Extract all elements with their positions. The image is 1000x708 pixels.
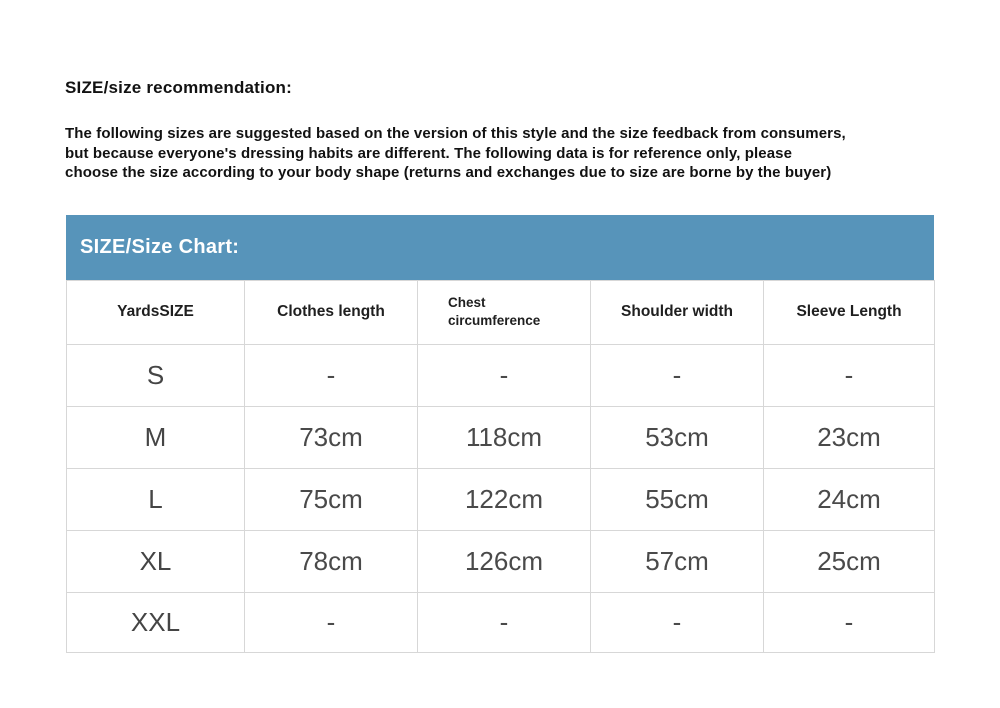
page-title: SIZE/size recommendation:	[65, 78, 292, 97]
value-cell: -	[418, 344, 591, 406]
size-cell: M	[67, 406, 245, 468]
value-cell: -	[764, 592, 935, 652]
value-cell: 25cm	[764, 530, 935, 592]
value-cell: 24cm	[764, 468, 935, 530]
value-cell: -	[591, 592, 764, 652]
intro-paragraph	[65, 124, 940, 183]
value-cell: 23cm	[764, 406, 935, 468]
size-table-body	[67, 344, 935, 652]
value-cell: 53cm	[591, 406, 764, 468]
size-cell: S	[67, 344, 245, 406]
value-cell: -	[418, 592, 591, 652]
value-cell: 55cm	[591, 468, 764, 530]
size-cell: XL	[67, 530, 245, 592]
size-chart-title: SIZE/Size Chart:	[80, 235, 240, 258]
table-row-s	[67, 344, 935, 406]
value-cell: -	[245, 592, 418, 652]
value-cell: 75cm	[245, 468, 418, 530]
table-row-l	[67, 468, 935, 530]
column-header-clothes-length: Clothes length	[245, 280, 418, 344]
size-cell: XXL	[67, 592, 245, 652]
size-chart-table	[66, 280, 935, 653]
value-cell: 78cm	[245, 530, 418, 592]
size-cell: L	[67, 468, 245, 530]
header-row	[67, 280, 935, 344]
value-cell: 126cm	[418, 530, 591, 592]
intro-line-1: The following sizes are suggested based on the version of this style and the size feedback from consumers,	[65, 125, 846, 142]
value-cell: -	[245, 344, 418, 406]
column-header-sleeve-length: Sleeve Length	[764, 280, 935, 344]
value-cell: -	[764, 344, 935, 406]
column-header-chest-circumference: Chest circumference	[418, 280, 591, 344]
value-cell: -	[591, 344, 764, 406]
intro-line-3: choose the size according to your body shape (returns and exchanges due to size are borne by the buyer)	[65, 164, 832, 181]
size-chart-title-bar	[66, 215, 934, 280]
value-cell: 73cm	[245, 406, 418, 468]
column-header-shoulder-width: Shoulder width	[591, 280, 764, 344]
value-cell: 57cm	[591, 530, 764, 592]
intro-line-2: but because everyone's dressing habits are different. The following data is for reference only, please	[65, 144, 793, 162]
column-header-yards-size: YardsSIZE	[67, 280, 245, 344]
table-row-xl	[67, 530, 935, 592]
size-table-header	[67, 280, 935, 344]
table-row-m	[67, 406, 935, 468]
value-cell: 122cm	[418, 468, 591, 530]
value-cell: 118cm	[418, 406, 591, 468]
table-row-xxl	[67, 592, 935, 652]
